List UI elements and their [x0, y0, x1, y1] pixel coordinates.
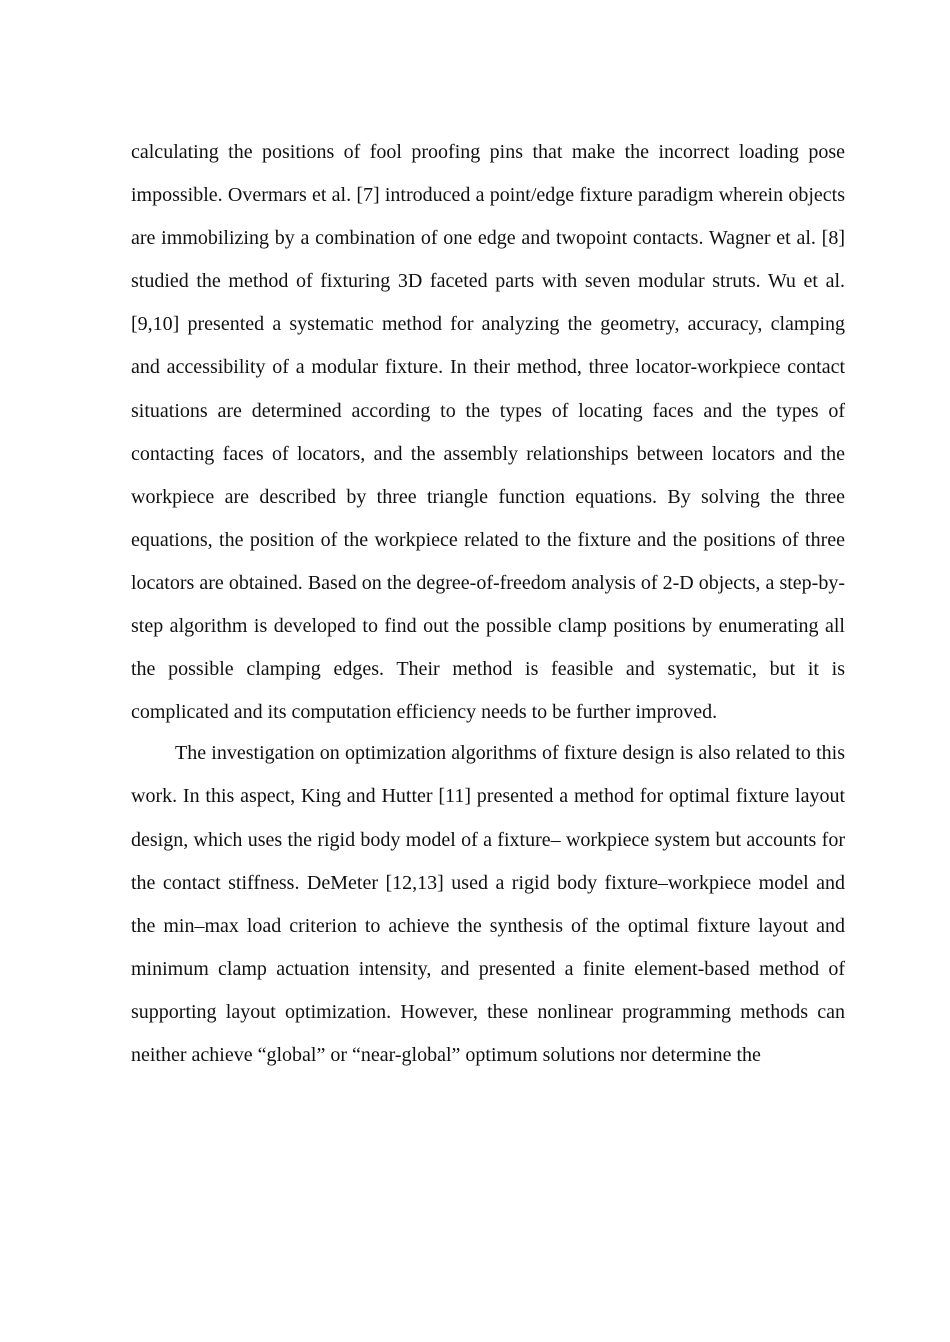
paragraph-fixture-methods: calculating the positions of fool proofing pins that make the incorrect loading pose impossible. Overmars et al. [7] introduced a point/edge fixture paradigm wherein objects are immobilizing by a combination of one edge and twopoint contacts. Wagner et al. [8] studied the method of fixturing 3D faceted parts with seven modular struts. Wu et al. [9,10] presented a systematic method for analyzing the geometry, accuracy, clamping and accessibility of a modular fixture. In their method, three locator-workpiece contact situations are determined according to the types of locating faces and the types of contacting faces of locators, and the assembly relationships between locators and the workpiece are described by three triangle function equations. By solving the three equations, the position of the workpiece related to the fixture and the positions of three locators are obtained. Based on the degree-of-freedom analysis of 2-D objects, a step-by-step algorithm is developed to find out the possible clamp positions by enumerating all the possible clamping edges. Their method is feasible and systematic, but it is complicated and its computation efficiency needs to be further improved. [131, 141, 845, 724]
page-body [131, 131, 845, 1077]
paragraph-optimization-algorithms: The investigation on optimization algorithms of fixture design is also related to this work. In this aspect, King and Hutter [11] presented a method for optimal fixture layout design, which uses the rigid body model of a fixture– workpiece system but accounts for the contact stiffness. DeMeter [12,13] used a rigid body fixture–workpiece model and the min–max load criterion to achieve the synthesis of the optimal fixture layout and minimum clamp actuation intensity, and presented a finite element-based method of supporting layout optimization. However, these nonlinear programming methods can neither achieve “global” or “near-global” optimum solutions nor determine the [131, 742, 845, 1066]
